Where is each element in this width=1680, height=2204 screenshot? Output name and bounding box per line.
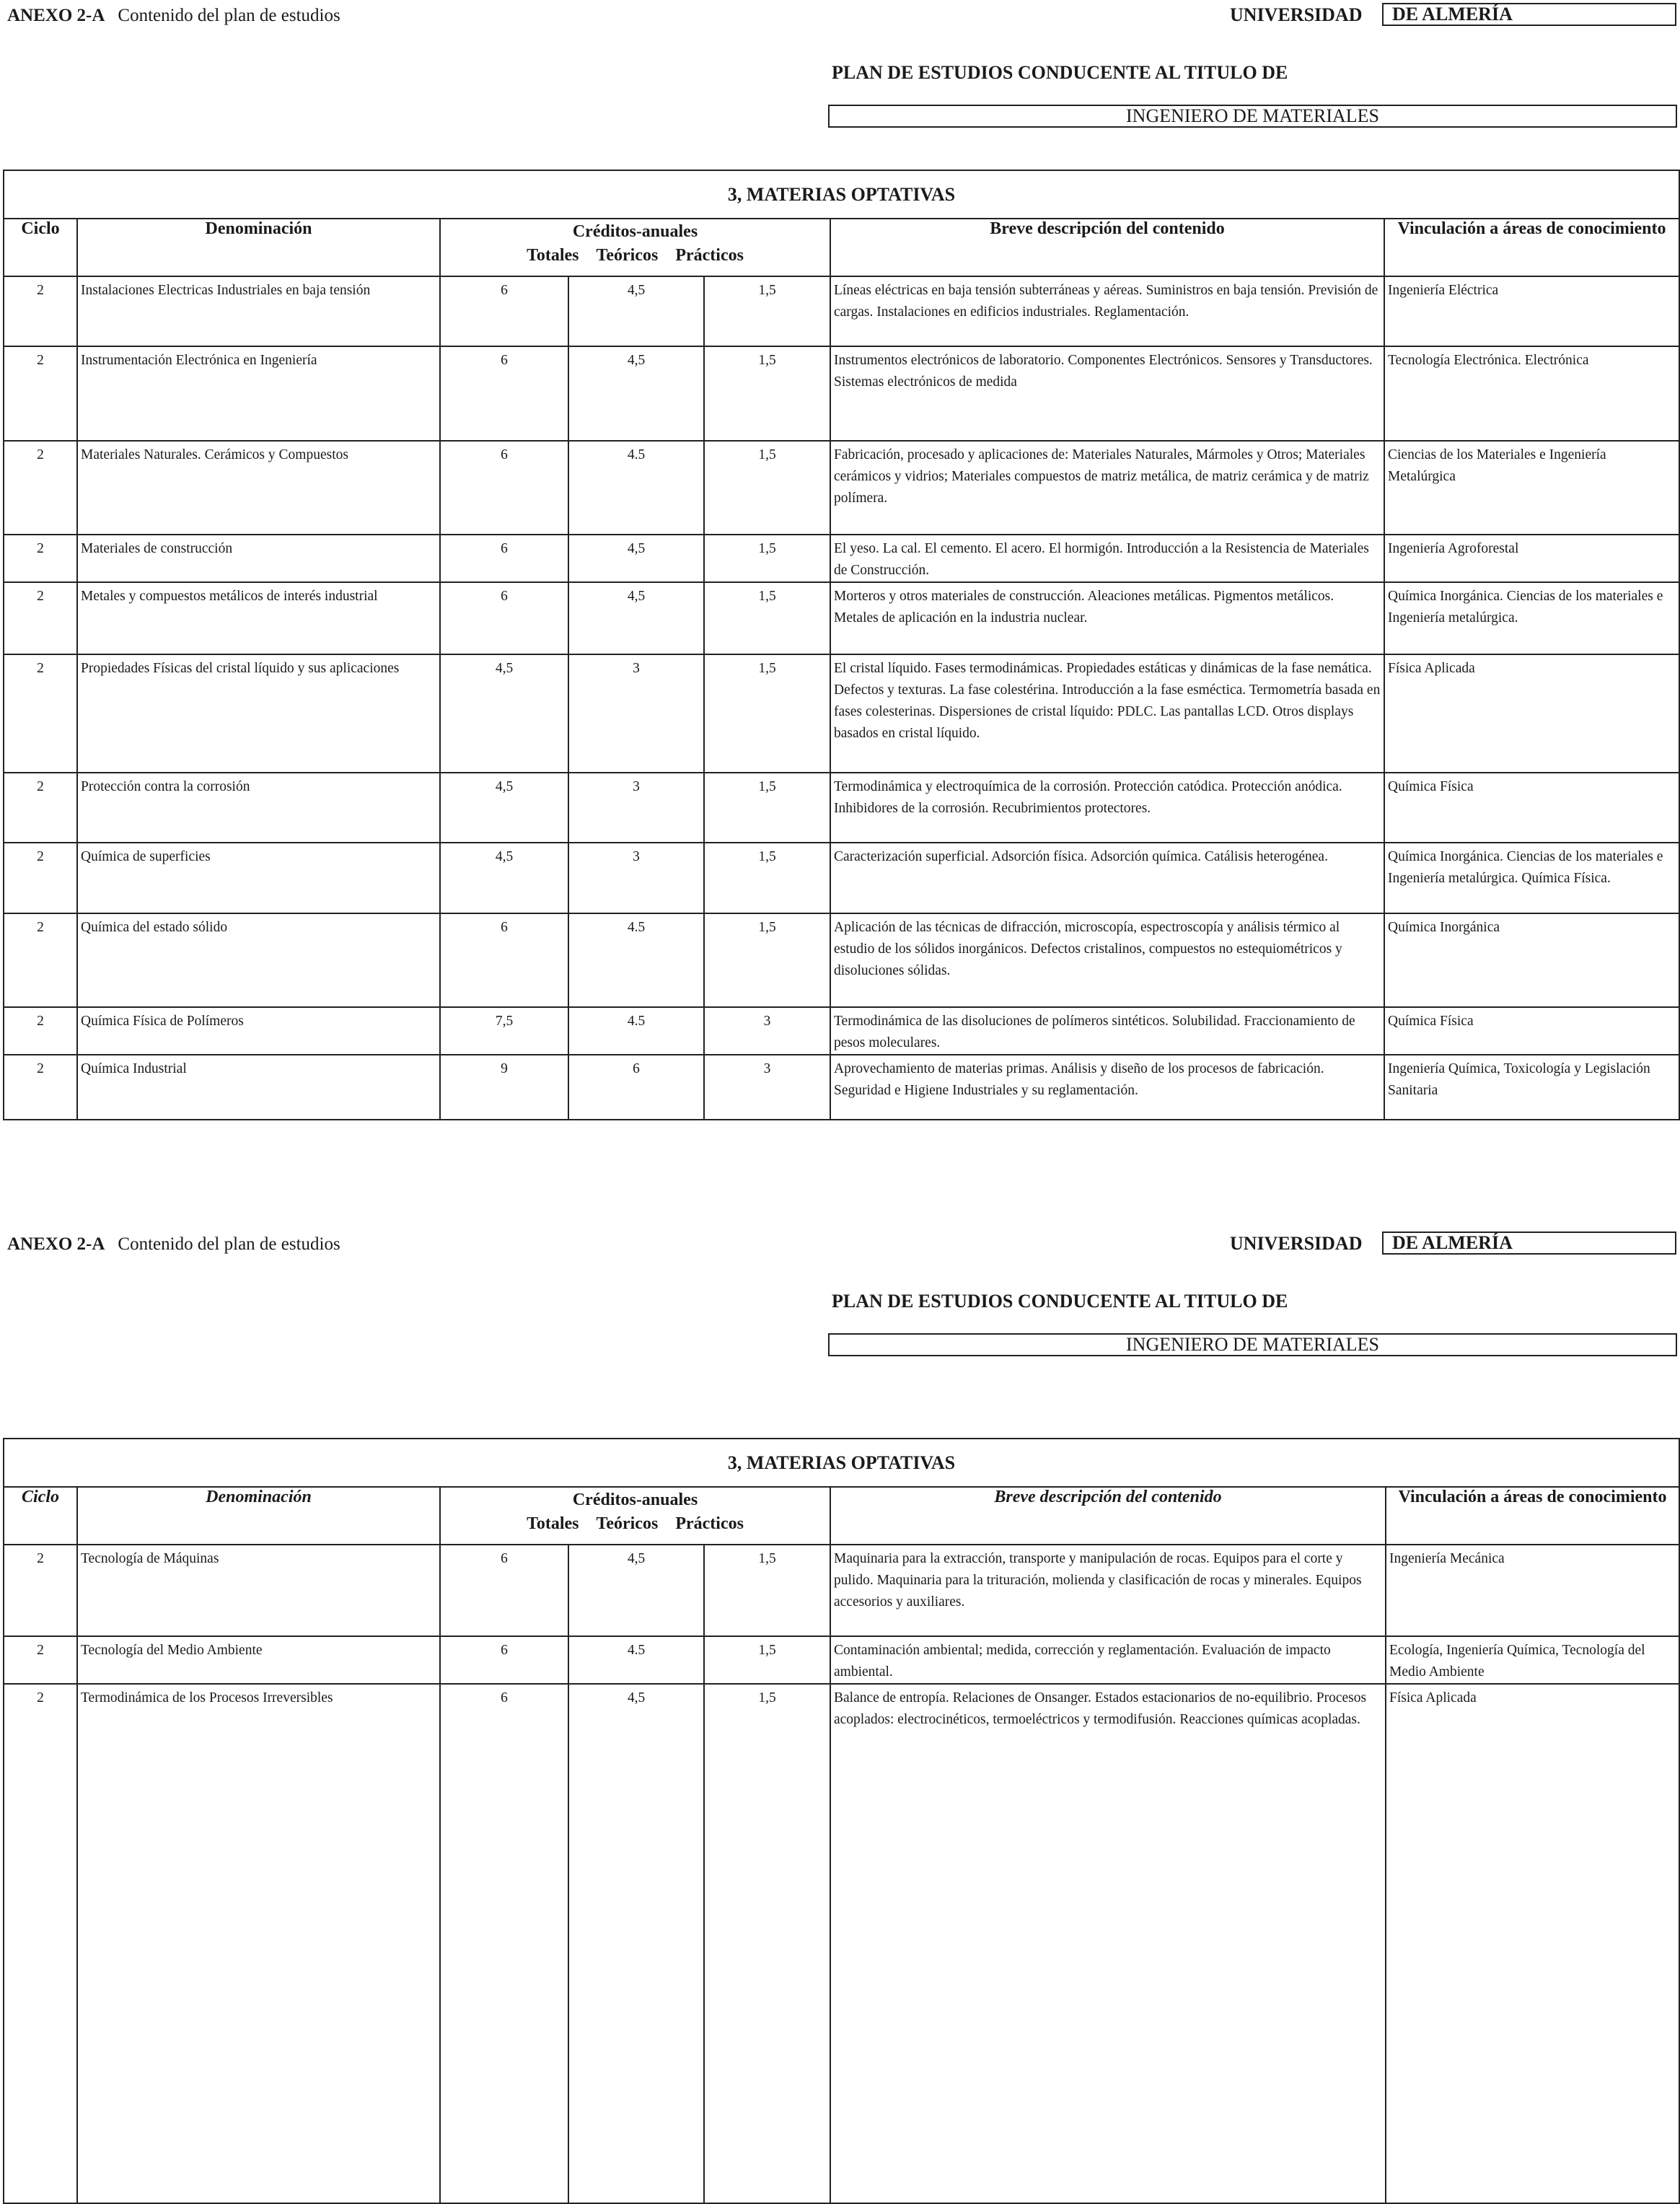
table-cell bbox=[568, 276, 704, 346]
table-cell bbox=[704, 1055, 830, 1120]
cell-denominacion: Materiales de construcción bbox=[81, 541, 233, 556]
cell-descripcion: El cristal líquido. Fases termodinámicas. Propiedades estáticas y dinámicas de la fase nemática. Defectos y texturas. La fase colestérina. Introducción a la fase esméctica. Termometría basada en fases colesterinas. Dispersiones de cristal líquido: PDLC. Las pantallas LCD. Otros displays basados en cristal líquido. bbox=[834, 661, 1381, 741]
table-cell bbox=[77, 582, 440, 654]
table-cell bbox=[1386, 1636, 1679, 1684]
anexo-text: Contenido del plan de estudios bbox=[118, 1234, 340, 1254]
anexo-header bbox=[7, 6, 340, 26]
cell-ciclo: 2 bbox=[37, 589, 44, 604]
cell-teoricos: 4,5 bbox=[627, 541, 646, 556]
table-row bbox=[4, 1684, 1679, 2203]
cell-ciclo: 2 bbox=[37, 353, 44, 368]
table-cell bbox=[4, 346, 77, 441]
table-cell bbox=[830, 582, 1384, 654]
cell-ciclo: 2 bbox=[37, 447, 44, 462]
cell-totales: 6 bbox=[501, 1690, 508, 1705]
universidad-value: DE ALMERÍA bbox=[1382, 1231, 1676, 1255]
table-cell bbox=[440, 1055, 568, 1120]
col-vinculacion: Vinculación a áreas de conocimiento bbox=[1386, 1487, 1679, 1545]
table-cell bbox=[4, 654, 77, 773]
table-cell bbox=[77, 1055, 440, 1120]
table-cell bbox=[440, 535, 568, 582]
table-cell bbox=[77, 1007, 440, 1055]
cell-ciclo: 2 bbox=[37, 283, 44, 298]
table-cell bbox=[704, 1007, 830, 1055]
table-cell bbox=[1384, 276, 1679, 346]
cell-denominacion: Termodinámica de los Procesos Irreversibles bbox=[81, 1690, 333, 1705]
cell-teoricos: 4,5 bbox=[627, 283, 646, 298]
cell-descripcion: Fabricación, procesado y aplicaciones de: Materiales Naturales, Mármoles y Otros; Materiales cerámicos y vidrios; Materiales compuestos de matriz metálica, de matriz cerámica y de matriz polímera. bbox=[834, 447, 1369, 506]
cell-totales: 6 bbox=[501, 353, 508, 368]
table-cell bbox=[4, 441, 77, 535]
table-row bbox=[4, 1007, 1679, 1055]
titulo-value: INGENIERO DE MATERIALES bbox=[828, 1333, 1677, 1356]
cell-descripcion: Caracterización superficial. Adsorción física. Adsorción química. Catálisis heterogénea. bbox=[834, 849, 1328, 864]
table-cell bbox=[704, 582, 830, 654]
cell-descripcion: Aprovechamiento de materias primas. Análisis y diseño de los procesos de fabricación. Seguridad e Higiene Industriales y su reglamentación. bbox=[834, 1061, 1324, 1098]
col-ciclo: Ciclo bbox=[4, 1487, 77, 1545]
col-creditos bbox=[440, 219, 830, 276]
cell-teoricos: 3 bbox=[633, 779, 640, 794]
cell-descripcion: El yeso. La cal. El cemento. El acero. El hormigón. Introducción a la Resistencia de Materiales de Construcción. bbox=[834, 541, 1369, 578]
table-cell bbox=[1386, 1684, 1679, 2203]
table-cell bbox=[4, 843, 77, 913]
table-cell bbox=[77, 441, 440, 535]
table-cell bbox=[1384, 441, 1679, 535]
titulo-value: INGENIERO DE MATERIALES bbox=[828, 105, 1677, 128]
cell-ciclo: 2 bbox=[37, 1014, 44, 1029]
cell-practicos: 1,5 bbox=[758, 849, 776, 864]
col-practicos: Prácticos bbox=[675, 246, 744, 265]
cell-descripcion: Maquinaria para la extracción, transporte y manipulación de rocas. Equipos para el corte y pulido. Maquinaria para la trituración, molienda y clasificación de rocas y minerales. Equipos accesorios y auxiliares. bbox=[834, 1551, 1362, 1610]
cell-ciclo: 2 bbox=[37, 661, 44, 676]
table-cell bbox=[440, 276, 568, 346]
table-cell bbox=[77, 654, 440, 773]
table-cell bbox=[830, 1545, 1386, 1636]
table-cell bbox=[1384, 913, 1679, 1007]
cell-practicos: 1,5 bbox=[758, 1551, 776, 1566]
cell-denominacion: Química de superficies bbox=[81, 849, 211, 864]
cell-practicos: 1,5 bbox=[758, 661, 776, 676]
cell-vinculacion: Ingeniería Química, Toxicología y Legislación Sanitaria bbox=[1388, 1061, 1650, 1098]
table-cell bbox=[1384, 1007, 1679, 1055]
table-cell bbox=[830, 1684, 1386, 2203]
plan-label: PLAN DE ESTUDIOS CONDUCENTE AL TITULO DE bbox=[832, 62, 1288, 83]
table-cell bbox=[4, 1007, 77, 1055]
col-denominacion: Denominación bbox=[77, 219, 440, 276]
cell-ciclo: 2 bbox=[37, 779, 44, 794]
cell-descripcion: Termodinámica y electroquímica de la corrosión. Protección catódica. Protección anódica. Inhibidores de la corrosión. Recubrimientos protectores. bbox=[834, 779, 1342, 816]
table-cell bbox=[4, 276, 77, 346]
table-cell bbox=[1384, 1055, 1679, 1120]
col-totales: Totales bbox=[527, 246, 579, 265]
table-body bbox=[4, 1545, 1679, 2203]
table-cell bbox=[4, 1055, 77, 1120]
anexo-label: ANEXO 2-A bbox=[7, 6, 105, 25]
cell-ciclo: 2 bbox=[37, 1643, 44, 1658]
table-cell bbox=[4, 582, 77, 654]
table-cell bbox=[440, 1545, 568, 1636]
cell-totales: 6 bbox=[501, 1551, 508, 1566]
table-cell bbox=[568, 1055, 704, 1120]
table-cell bbox=[440, 654, 568, 773]
cell-vinculacion: Química Física bbox=[1388, 779, 1474, 794]
col-ciclo: Ciclo bbox=[4, 219, 77, 276]
table-row bbox=[4, 843, 1679, 913]
col-totales: Totales bbox=[527, 1514, 579, 1533]
cell-totales: 4,5 bbox=[495, 779, 514, 794]
table-cell bbox=[704, 441, 830, 535]
table-row bbox=[4, 773, 1679, 843]
universidad-value: DE ALMERÍA bbox=[1382, 3, 1676, 26]
cell-descripcion: Balance de entropía. Relaciones de Onsanger. Estados estacionarios de no-equilibrio. Procesos acoplados: electrocinéticos, termoeléctricos y termodifusión. Reacciones químicas acopladas. bbox=[834, 1690, 1367, 1727]
table-cell bbox=[77, 276, 440, 346]
table-cell bbox=[568, 913, 704, 1007]
cell-practicos: 1,5 bbox=[758, 353, 776, 368]
table-cell bbox=[77, 773, 440, 843]
creditos-label: Créditos-anuales bbox=[572, 1490, 698, 1509]
table-row bbox=[4, 913, 1679, 1007]
table-cell bbox=[830, 441, 1384, 535]
table-cell bbox=[704, 913, 830, 1007]
anexo-header bbox=[7, 1234, 340, 1255]
cell-teoricos: 4,5 bbox=[627, 353, 646, 368]
cell-totales: 6 bbox=[501, 541, 508, 556]
cell-denominacion: Tecnología del Medio Ambiente bbox=[81, 1643, 263, 1658]
cell-teoricos: 4.5 bbox=[627, 447, 646, 462]
cell-teoricos: 4.5 bbox=[627, 1643, 646, 1658]
cell-teoricos: 4,5 bbox=[627, 1690, 646, 1705]
cell-totales: 6 bbox=[501, 920, 508, 935]
table-row bbox=[4, 1545, 1679, 1636]
cell-practicos: 3 bbox=[763, 1061, 771, 1076]
plan-label: PLAN DE ESTUDIOS CONDUCENTE AL TITULO DE bbox=[832, 1291, 1288, 1312]
table-cell bbox=[830, 773, 1384, 843]
table-row bbox=[4, 654, 1679, 773]
table-cell bbox=[704, 843, 830, 913]
cell-vinculacion: Química Física bbox=[1388, 1014, 1474, 1029]
cell-ciclo: 2 bbox=[37, 1690, 44, 1705]
cell-practicos: 1,5 bbox=[758, 541, 776, 556]
table-cell bbox=[77, 1636, 440, 1684]
table-cell bbox=[704, 654, 830, 773]
cell-descripcion: Morteros y otros materiales de construcción. Aleaciones metálicas. Pigmentos metálicos. Metales de aplicación en la industria nuclear. bbox=[834, 589, 1334, 625]
table-cell bbox=[568, 582, 704, 654]
table-cell bbox=[1384, 654, 1679, 773]
table-cell bbox=[4, 1636, 77, 1684]
col-denominacion: Denominación bbox=[77, 1487, 440, 1545]
cell-totales: 6 bbox=[501, 1643, 508, 1658]
table-cell bbox=[830, 346, 1384, 441]
cell-totales: 4,5 bbox=[495, 849, 514, 864]
table-body bbox=[4, 276, 1679, 1120]
materias-table bbox=[3, 1438, 1680, 2204]
table-cell bbox=[568, 1007, 704, 1055]
cell-teoricos: 4.5 bbox=[627, 920, 646, 935]
cell-denominacion: Metales y compuestos metálicos de interés industrial bbox=[81, 589, 378, 604]
table-cell bbox=[830, 1055, 1384, 1120]
table-cell bbox=[830, 276, 1384, 346]
cell-teoricos: 3 bbox=[633, 849, 640, 864]
table-cell bbox=[568, 1636, 704, 1684]
cell-totales: 7,5 bbox=[495, 1014, 514, 1029]
table-row bbox=[4, 346, 1679, 441]
cell-teoricos: 3 bbox=[633, 661, 640, 676]
cell-teoricos: 4,5 bbox=[627, 589, 646, 604]
cell-descripcion: Termodinámica de las disoluciones de polímeros sintéticos. Solubilidad. Fraccionamiento de pesos moleculares. bbox=[834, 1014, 1355, 1050]
cell-vinculacion: Ecología, Ingeniería Química, Tecnología del Medio Ambiente bbox=[1389, 1643, 1645, 1680]
table-row bbox=[4, 582, 1679, 654]
table-cell bbox=[440, 773, 568, 843]
cell-vinculacion: Física Aplicada bbox=[1389, 1690, 1477, 1705]
table-cell bbox=[704, 535, 830, 582]
table-cell bbox=[4, 535, 77, 582]
col-teoricos: Teóricos bbox=[596, 246, 659, 265]
table-cell bbox=[568, 843, 704, 913]
col-teoricos: Teóricos bbox=[596, 1514, 659, 1533]
table-cell bbox=[77, 913, 440, 1007]
cell-vinculacion: Tecnología Electrónica. Electrónica bbox=[1388, 353, 1589, 368]
table-cell bbox=[830, 913, 1384, 1007]
cell-denominacion: Propiedades Físicas del cristal líquido y sus aplicaciones bbox=[81, 661, 400, 676]
table-cell bbox=[704, 1684, 830, 2203]
table-cell bbox=[77, 843, 440, 913]
table-cell bbox=[568, 1545, 704, 1636]
table-cell bbox=[77, 535, 440, 582]
table-title: 3, MATERIAS OPTATIVAS bbox=[4, 1439, 1679, 1487]
cell-descripcion: Contaminación ambiental; medida, corrección y reglamentación. Evaluación de impacto ambiental. bbox=[834, 1643, 1331, 1680]
table-cell bbox=[4, 913, 77, 1007]
table-cell bbox=[1384, 346, 1679, 441]
col-descripcion: Breve descripción del contenido bbox=[830, 1487, 1386, 1545]
table-cell bbox=[704, 773, 830, 843]
cell-vinculacion: Ingeniería Agroforestal bbox=[1388, 541, 1519, 556]
table-cell bbox=[830, 1636, 1386, 1684]
cell-denominacion: Química Industrial bbox=[81, 1061, 187, 1076]
table-cell bbox=[77, 346, 440, 441]
universidad-label: UNIVERSIDAD bbox=[1230, 4, 1363, 25]
cell-ciclo: 2 bbox=[37, 541, 44, 556]
table-cell bbox=[568, 773, 704, 843]
cell-vinculacion: Química Inorgánica. Ciencias de los materiales e Ingeniería metalúrgica. Química Física. bbox=[1388, 849, 1663, 886]
table-cell bbox=[568, 535, 704, 582]
cell-vinculacion: Ingeniería Mecánica bbox=[1389, 1551, 1505, 1566]
table-row bbox=[4, 1636, 1679, 1684]
table-cell bbox=[440, 441, 568, 535]
table-cell bbox=[704, 1545, 830, 1636]
col-descripcion: Breve descripción del contenido bbox=[830, 219, 1384, 276]
table-cell bbox=[4, 1684, 77, 2203]
table-cell bbox=[1384, 535, 1679, 582]
cell-descripcion: Aplicación de las técnicas de difracción, microscopía, espectroscopía y análisis térmico al estudio de los sólidos inorgánicos. Defectos cristalinos, compuestos no estequiométricos y disoluciones sólidas. bbox=[834, 920, 1342, 978]
cell-teoricos: 6 bbox=[633, 1061, 640, 1076]
col-creditos bbox=[440, 1487, 830, 1545]
cell-totales: 4,5 bbox=[495, 661, 514, 676]
cell-practicos: 3 bbox=[763, 1014, 771, 1029]
cell-practicos: 1,5 bbox=[758, 589, 776, 604]
table-cell bbox=[1386, 1545, 1679, 1636]
creditos-label: Créditos-anuales bbox=[572, 222, 698, 241]
table-cell bbox=[830, 1007, 1384, 1055]
table-cell bbox=[704, 346, 830, 441]
table-cell bbox=[440, 1684, 568, 2203]
cell-vinculacion: Ingeniería Eléctrica bbox=[1388, 283, 1499, 298]
cell-descripcion: Líneas eléctricas en baja tensión subterráneas y aéreas. Suministros en baja tensión. Previsión de cargas. Instalaciones en edificios industriales. Reglamentación. bbox=[834, 283, 1378, 320]
table-row bbox=[4, 441, 1679, 535]
table-cell bbox=[77, 1684, 440, 2203]
cell-practicos: 1,5 bbox=[758, 920, 776, 935]
table-cell bbox=[4, 1545, 77, 1636]
cell-ciclo: 2 bbox=[37, 920, 44, 935]
cell-teoricos: 4,5 bbox=[627, 1551, 646, 1566]
table-cell bbox=[77, 1545, 440, 1636]
cell-ciclo: 2 bbox=[37, 849, 44, 864]
cell-totales: 6 bbox=[501, 447, 508, 462]
cell-denominacion: Protección contra la corrosión bbox=[81, 779, 250, 794]
table-cell bbox=[440, 843, 568, 913]
table-cell bbox=[440, 1636, 568, 1684]
cell-totales: 6 bbox=[501, 589, 508, 604]
table-cell bbox=[568, 1684, 704, 2203]
cell-practicos: 1,5 bbox=[758, 779, 776, 794]
cell-ciclo: 2 bbox=[37, 1551, 44, 1566]
cell-ciclo: 2 bbox=[37, 1061, 44, 1076]
cell-practicos: 1,5 bbox=[758, 1690, 776, 1705]
anexo-text: Contenido del plan de estudios bbox=[118, 6, 340, 25]
table-cell bbox=[704, 1636, 830, 1684]
universidad-label: UNIVERSIDAD bbox=[1230, 1233, 1363, 1254]
table-row bbox=[4, 1055, 1679, 1120]
cell-vinculacion: Química Inorgánica bbox=[1388, 920, 1500, 935]
cell-teoricos: 4.5 bbox=[627, 1014, 646, 1029]
cell-practicos: 1,5 bbox=[758, 447, 776, 462]
cell-denominacion: Instalaciones Electricas Industriales en baja tensión bbox=[81, 283, 371, 298]
cell-vinculacion: Ciencias de los Materiales e Ingeniería Metalúrgica bbox=[1388, 447, 1606, 484]
table-cell bbox=[830, 843, 1384, 913]
table-cell bbox=[568, 346, 704, 441]
anexo-label: ANEXO 2-A bbox=[7, 1234, 105, 1254]
table-cell bbox=[440, 1007, 568, 1055]
cell-denominacion: Tecnología de Máquinas bbox=[81, 1551, 219, 1566]
table-cell bbox=[830, 654, 1384, 773]
table-cell bbox=[568, 441, 704, 535]
cell-totales: 9 bbox=[501, 1061, 508, 1076]
table-cell bbox=[1384, 773, 1679, 843]
cell-totales: 6 bbox=[501, 283, 508, 298]
cell-denominacion: Química Física de Polímeros bbox=[81, 1014, 244, 1029]
table-cell bbox=[440, 913, 568, 1007]
table-row bbox=[4, 535, 1679, 582]
table-cell bbox=[704, 276, 830, 346]
table-cell bbox=[1384, 843, 1679, 913]
table-cell bbox=[4, 773, 77, 843]
cell-descripcion: Instrumentos electrónicos de laboratorio. Componentes Electrónicos. Sensores y Transductores. Sistemas electrónicos de medida bbox=[834, 353, 1373, 390]
col-practicos: Prácticos bbox=[675, 1514, 744, 1533]
cell-vinculacion: Física Aplicada bbox=[1388, 661, 1475, 676]
cell-vinculacion: Química Inorgánica. Ciencias de los materiales e Ingeniería metalúrgica. bbox=[1388, 589, 1663, 625]
cell-denominacion: Instrumentación Electrónica en Ingeniería bbox=[81, 353, 317, 368]
table-title: 3, MATERIAS OPTATIVAS bbox=[4, 170, 1679, 219]
cell-denominacion: Química del estado sólido bbox=[81, 920, 228, 935]
table-row bbox=[4, 276, 1679, 346]
table-cell bbox=[568, 654, 704, 773]
cell-practicos: 1,5 bbox=[758, 283, 776, 298]
materias-table bbox=[3, 170, 1680, 1120]
col-vinculacion: Vinculación a áreas de conocimiento bbox=[1384, 219, 1679, 276]
table-cell bbox=[830, 535, 1384, 582]
table-cell bbox=[1384, 582, 1679, 654]
table-cell bbox=[440, 346, 568, 441]
table-cell bbox=[440, 582, 568, 654]
cell-denominacion: Materiales Naturales. Cerámicos y Compuestos bbox=[81, 447, 348, 462]
cell-practicos: 1,5 bbox=[758, 1643, 776, 1658]
